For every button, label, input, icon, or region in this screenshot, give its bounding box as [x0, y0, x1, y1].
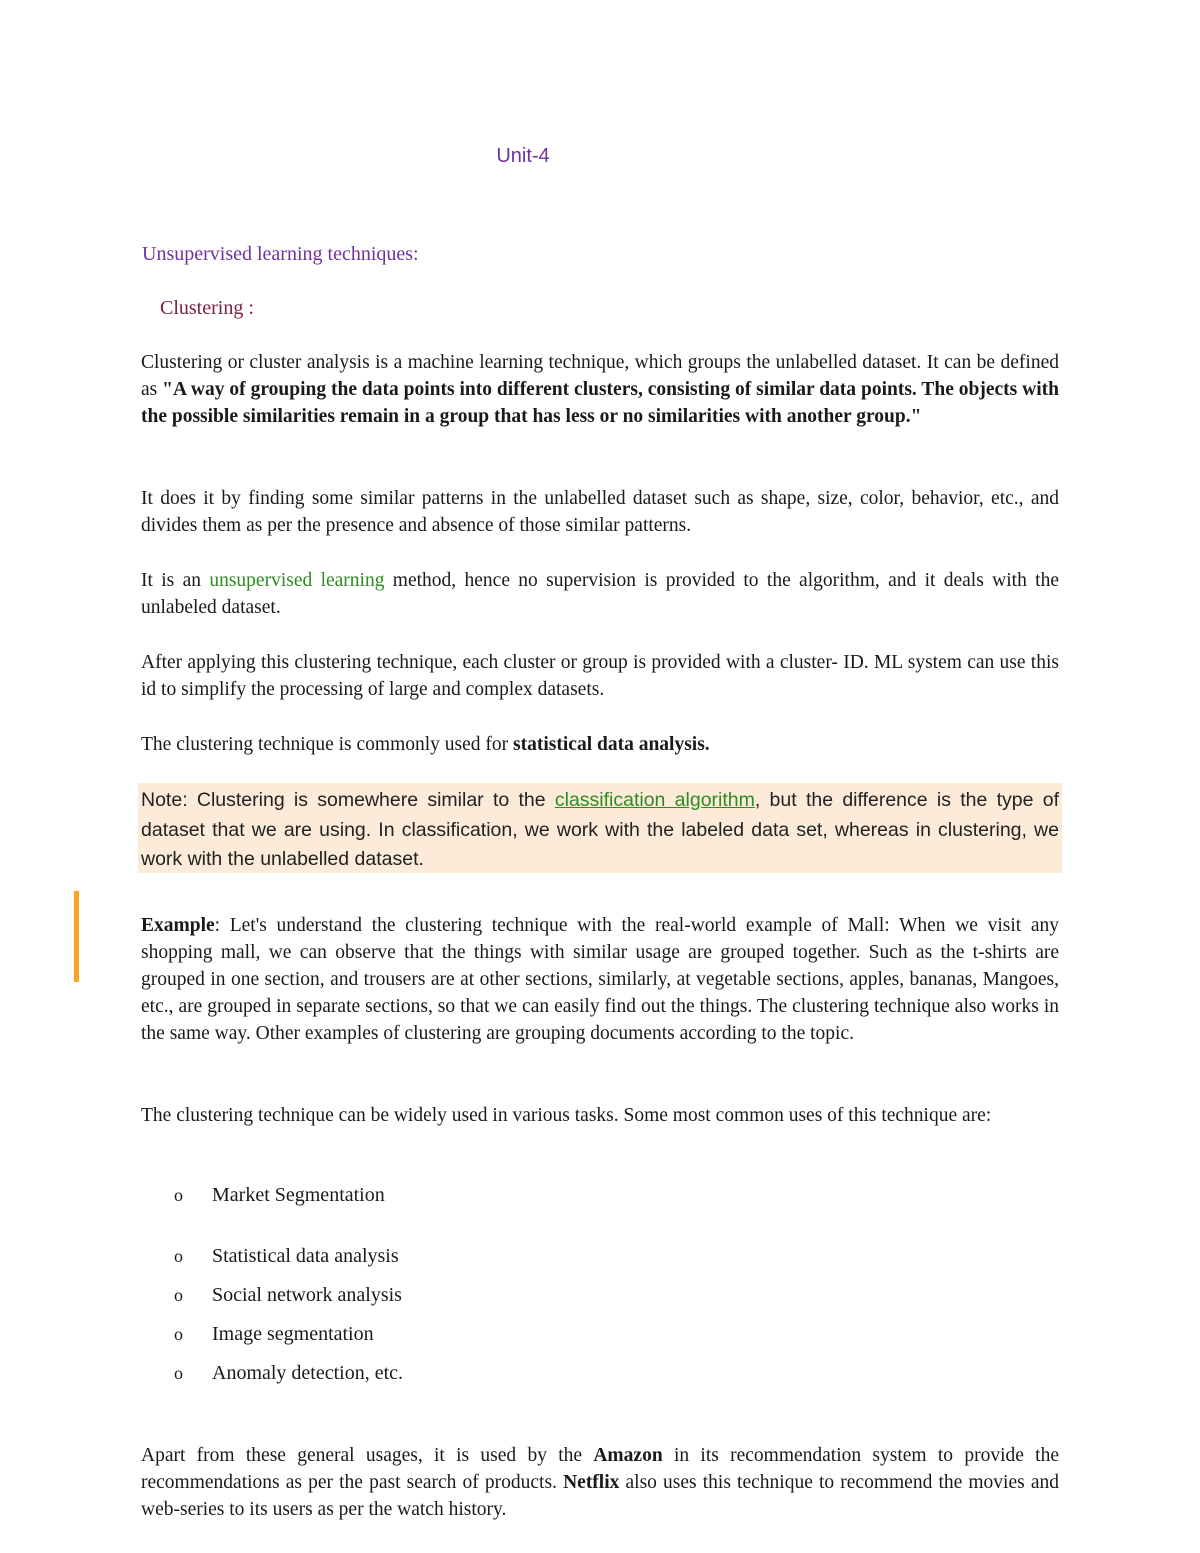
bullet-marker: o: [174, 1246, 183, 1266]
rec-text-2: in its recommendation system to provide the recommendations as per the past search of products.: [141, 1445, 1059, 1493]
bullet-marker: o: [174, 1324, 183, 1344]
definition-paragraph: [141, 349, 1059, 430]
example-text: : Let's understand the clustering technique with the real-world example of Mall: When we visit any shopping mall, we can observe that the things with similar usage are grouped together. Such as the t-shirts are grouped in one section, and trousers are at other sections, similarly, at vegetable sections, apples, bananas, Mangoes, etc., are grouped in separate sections, so that we can easily find out the things. The clustering technique also works in the same way. Other examples of clustering are grouping documents according to the topic.: [141, 915, 1059, 1044]
unit-title: Unit-4: [496, 145, 550, 167]
section-heading: Unsupervised learning techniques:: [142, 243, 419, 265]
statistical-paragraph: [141, 731, 1059, 758]
bullet-marker: o: [174, 1363, 183, 1383]
rec-text-3: also uses this technique to recommend the movies and web-series to its users as per the watch history.: [141, 1472, 1059, 1520]
example-paragraph: [141, 912, 1059, 1047]
list-item: [174, 1284, 402, 1307]
sub-heading: Clustering :: [160, 297, 254, 319]
example-label: Example: [141, 915, 215, 936]
rec-text-1: Apart from these general usages, it is used by the: [141, 1445, 594, 1466]
list-item-label: Market Segmentation: [212, 1184, 385, 1206]
cluster-id-paragraph: After applying this clustering technique, each cluster or group is provided with a cluster- ID. ML system can use this id to simplify the processing of large and complex datasets.: [141, 652, 1059, 700]
unsupervised-learning-link[interactable]: unsupervised learning: [209, 570, 385, 591]
list-item-label: Social network analysis: [212, 1284, 402, 1306]
amazon-bold: Amazon: [593, 1445, 663, 1466]
unsupervised-paragraph: [141, 567, 1059, 621]
recommendation-paragraph: [141, 1442, 1059, 1523]
note-text-after: , but the difference is the type of dataset that we are using. In classification, we work with the labeled data set, whereas in clustering, we work with the unlabelled dataset.: [141, 789, 1059, 870]
unsupervised-text-after: method, hence no supervision is provided to the algorithm, and it deals with the unlabeled dataset.: [141, 570, 1059, 618]
patterns-paragraph: It does it by finding some similar patterns in the unlabelled dataset such as shape, size, color, behavior, etc., and divides them as per the presence and absence of those similar patterns.: [141, 488, 1059, 536]
unsupervised-text-before: It is an: [141, 570, 210, 591]
list-item: [174, 1362, 403, 1385]
definition-text: Clustering or cluster analysis is a machine learning technique, which groups the unlabelled dataset. It can be defined as: [141, 352, 1059, 400]
statistical-text: The clustering technique is commonly used for: [141, 734, 514, 755]
note-text-before: Note: Clustering is somewhere similar to the: [141, 789, 555, 811]
list-item-label: Image segmentation: [212, 1323, 374, 1345]
netflix-bold: Netflix: [563, 1472, 620, 1493]
bullet-marker: o: [174, 1185, 183, 1205]
definition-quote: "A way of grouping the data points into different clusters, consisting of similar data points. The objects with the possible similarities remain in a group that has less or no similarities with another group.": [141, 379, 1060, 427]
list-item: [174, 1323, 374, 1346]
bullet-marker: o: [174, 1285, 183, 1305]
list-item-label: Anomaly detection, etc.: [212, 1362, 404, 1384]
classification-algorithm-link[interactable]: classification algorithm: [554, 789, 755, 811]
list-item-label: Statistical data analysis: [212, 1245, 399, 1267]
uses-intro-paragraph: The clustering technique can be widely used in various tasks. Some most common uses of this technique are:: [141, 1105, 992, 1126]
list-item: [174, 1184, 385, 1207]
list-item: [174, 1245, 399, 1268]
statistical-bold: statistical data analysis.: [513, 734, 710, 755]
accent-bar: [74, 891, 79, 982]
note-text: [141, 786, 1059, 875]
